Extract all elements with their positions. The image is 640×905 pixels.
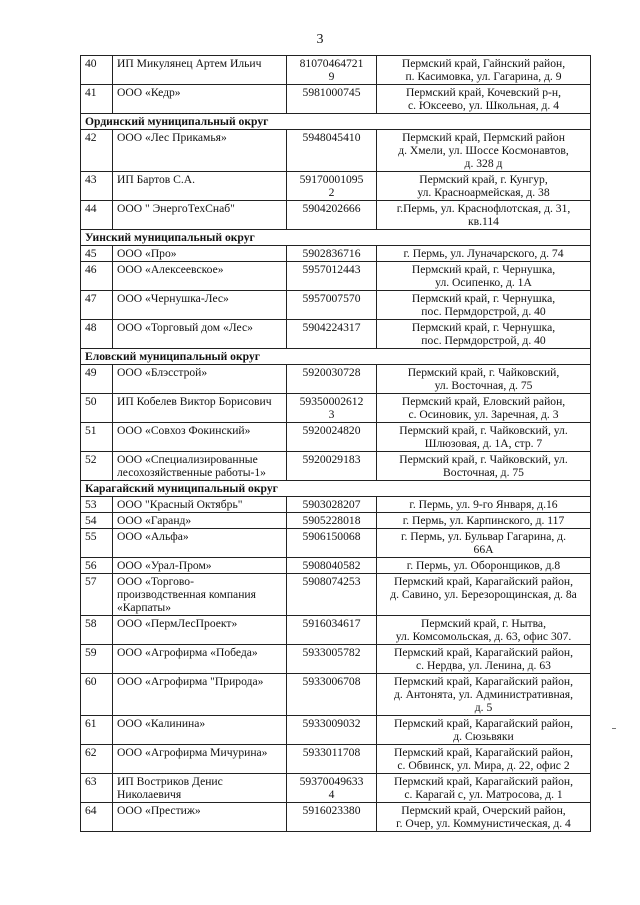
organization-name: ООО "Красный Октябрь" <box>113 497 287 513</box>
address: г. Пермь, ул. Оборонщиков, д.8 <box>377 558 591 574</box>
row-number: 49 <box>81 365 113 394</box>
row-number: 55 <box>81 529 113 558</box>
address: Пермский край, г. Чернушка, ул. Осипенко, д. 1А <box>377 262 591 291</box>
inn-code: 5981000745 <box>287 85 377 114</box>
inn-code: 5957012443 <box>287 262 377 291</box>
section-header-row <box>81 230 591 246</box>
address: Пермский край, г. Чернушка, пос. Пермдорстрой, д. 40 <box>377 291 591 320</box>
row-number: 51 <box>81 423 113 452</box>
table-row <box>81 423 591 452</box>
address: Пермский край, г. Чернушка, пос. Пермдорстрой, д. 40 <box>377 320 591 349</box>
row-number: 41 <box>81 85 113 114</box>
organization-name: ООО «Агрофирма «Победа» <box>113 645 287 674</box>
organization-name: ООО «Про» <box>113 246 287 262</box>
inn-code: 5908040582 <box>287 558 377 574</box>
table-row <box>81 513 591 529</box>
table-row <box>81 320 591 349</box>
inn-code: 5916023380 <box>287 803 377 832</box>
address: Пермский край, г. Нытва, ул. Комсомольская, д. 63, офис 307. <box>377 616 591 645</box>
table-row <box>81 645 591 674</box>
address: г. Пермь, ул. 9-го Января, д.16 <box>377 497 591 513</box>
address: Пермский край, Очерский район, г. Очер, ул. Коммунистическая, д. 4 <box>377 803 591 832</box>
address: г. Пермь, ул. Луначарского, д. 74 <box>377 246 591 262</box>
table-row <box>81 365 591 394</box>
table-row <box>81 130 591 172</box>
table-row <box>81 716 591 745</box>
table-row <box>81 246 591 262</box>
section-title: Карагайский муниципальный округ <box>81 481 591 497</box>
table-row <box>81 452 591 481</box>
inn-code: 5906150068 <box>287 529 377 558</box>
organization-name: ИП Кобелев Виктор Борисович <box>113 394 287 423</box>
table-row <box>81 56 591 85</box>
section-header-row <box>81 481 591 497</box>
address: Пермский край, Гайнский район, п. Касимовка, ул. Гагарина, д. 9 <box>377 56 591 85</box>
table-row <box>81 262 591 291</box>
section-title: Уинский муниципальный округ <box>81 230 591 246</box>
row-number: 45 <box>81 246 113 262</box>
organization-name: ООО «Блэсстрой» <box>113 365 287 394</box>
table-row <box>81 201 591 230</box>
table-row <box>81 172 591 201</box>
table-row <box>81 674 591 716</box>
address: Пермский край, г. Чайковский, ул. Восточная, д. 75 <box>377 365 591 394</box>
inn-code: 5933009032 <box>287 716 377 745</box>
address: Пермский край, Карагайский район, д. Савино, ул. Березорощинская, д. 8а <box>377 574 591 616</box>
inn-code: 5916034617 <box>287 616 377 645</box>
organization-name: ООО " ЭнергоТехСнаб" <box>113 201 287 230</box>
address: г. Пермь, ул. Карпинского, д. 117 <box>377 513 591 529</box>
inn-code: 5920024820 <box>287 423 377 452</box>
address: Пермский край, г. Кунгур, ул. Красноармейская, д. 38 <box>377 172 591 201</box>
organization-name: ООО «Агрофирма Мичурина» <box>113 745 287 774</box>
address: Пермский край, г. Чайковский, ул. Восточная, д. 75 <box>377 452 591 481</box>
section-title: Ординский муниципальный округ <box>81 114 591 130</box>
organization-name: ИП Микулянец Артем Ильич <box>113 56 287 85</box>
inn-code: 5903028207 <box>287 497 377 513</box>
table-row <box>81 529 591 558</box>
organization-name: ООО «Престиж» <box>113 803 287 832</box>
inn-code: 5904202666 <box>287 201 377 230</box>
inn-code: 5908074253 <box>287 574 377 616</box>
inn-code: 5948045410 <box>287 130 377 172</box>
row-number: 56 <box>81 558 113 574</box>
row-number: 53 <box>81 497 113 513</box>
address: г.Пермь, ул. Краснофлотская, д. 31, кв.114 <box>377 201 591 230</box>
address: Пермский край, Карагайский район, с. Обвинск, ул. Мира, д. 22, офис 2 <box>377 745 591 774</box>
organization-name: ООО «Гаранд» <box>113 513 287 529</box>
inn-code: 59350002612 3 <box>287 394 377 423</box>
inn-code: 59170001095 2 <box>287 172 377 201</box>
address: Пермский край, Пермский район д. Хмели, ул. Шоссе Космонавтов, д. 328 д <box>377 130 591 172</box>
row-number: 43 <box>81 172 113 201</box>
address: Пермский край, Карагайский район, д. Антонята, ул. Административная, д. 5 <box>377 674 591 716</box>
inn-code: 5904224317 <box>287 320 377 349</box>
address: Пермский край, Карагайский район, д. Сюзьвяки <box>377 716 591 745</box>
organization-name: ООО «Торгово-производственная компания «Карпаты» <box>113 574 287 616</box>
organization-name: ООО «Совхоз Фокинский» <box>113 423 287 452</box>
table-row <box>81 774 591 803</box>
table-row <box>81 394 591 423</box>
row-number: 63 <box>81 774 113 803</box>
address: Пермский край, Еловский район, с. Осиновик, ул. Заречная, д. 3 <box>377 394 591 423</box>
inn-code: 5902836716 <box>287 246 377 262</box>
row-number: 54 <box>81 513 113 529</box>
address: Пермский край, г. Чайковский, ул. Шлюзовая, д. 1А, стр. 7 <box>377 423 591 452</box>
row-number: 59 <box>81 645 113 674</box>
row-number: 62 <box>81 745 113 774</box>
organization-name: ИП Востриков Денис Николаевичя <box>113 774 287 803</box>
row-number: 61 <box>81 716 113 745</box>
inn-code: 5920029183 <box>287 452 377 481</box>
inn-code: 81070464721 9 <box>287 56 377 85</box>
organization-name: ООО «Альфа» <box>113 529 287 558</box>
organization-name: ООО «Торговый дом «Лес» <box>113 320 287 349</box>
organizations-table <box>80 55 591 832</box>
row-number: 42 <box>81 130 113 172</box>
table-row <box>81 745 591 774</box>
inn-code: 5957007570 <box>287 291 377 320</box>
inn-code: 5933005782 <box>287 645 377 674</box>
organization-name: ООО «Калинина» <box>113 716 287 745</box>
address: Пермский край, Карагайский район, с. Карагай с, ул. Матросова, д. 1 <box>377 774 591 803</box>
row-number: 47 <box>81 291 113 320</box>
organization-name: ООО «Агрофирма "Природа» <box>113 674 287 716</box>
inn-code: 5933006708 <box>287 674 377 716</box>
address: Пермский край, Кочевский р-н, с. Юксеево, ул. Школьная, д. 4 <box>377 85 591 114</box>
organization-name: ООО «Специализированные лесохозяйственные работы-1» <box>113 452 287 481</box>
row-number: 44 <box>81 201 113 230</box>
row-number: 40 <box>81 56 113 85</box>
row-number: 60 <box>81 674 113 716</box>
section-title: Еловский муниципальный округ <box>81 349 591 365</box>
table-row <box>81 616 591 645</box>
table-row <box>81 574 591 616</box>
page-number: 3 <box>316 32 324 47</box>
organization-name: ООО «Урал-Пром» <box>113 558 287 574</box>
table-row <box>81 85 591 114</box>
address: Пермский край, Карагайский район, с. Нердва, ул. Ленина, д. 63 <box>377 645 591 674</box>
inn-code: 5920030728 <box>287 365 377 394</box>
organization-name: ИП Бартов С.А. <box>113 172 287 201</box>
table-row <box>81 803 591 832</box>
organization-name: ООО «Лес Прикамья» <box>113 130 287 172</box>
row-number: 48 <box>81 320 113 349</box>
organization-name: ООО «Чернушка-Лес» <box>113 291 287 320</box>
organization-name: ООО «Алексеевское» <box>113 262 287 291</box>
row-number: 46 <box>81 262 113 291</box>
organization-name: ООО «Кедр» <box>113 85 287 114</box>
inn-code: 5905228018 <box>287 513 377 529</box>
section-header-row <box>81 114 591 130</box>
row-number: 50 <box>81 394 113 423</box>
row-number: 58 <box>81 616 113 645</box>
table-row <box>81 291 591 320</box>
organization-name: ООО «ПермЛесПроект» <box>113 616 287 645</box>
address: г. Пермь, ул. Бульвар Гагарина, д. 66А <box>377 529 591 558</box>
row-number: 57 <box>81 574 113 616</box>
row-number: 64 <box>81 803 113 832</box>
inn-code: 5933011708 <box>287 745 377 774</box>
section-header-row <box>81 349 591 365</box>
table-row <box>81 558 591 574</box>
inn-code: 59370049633 4 <box>287 774 377 803</box>
margin-mark <box>612 728 616 729</box>
table-row <box>81 497 591 513</box>
row-number: 52 <box>81 452 113 481</box>
